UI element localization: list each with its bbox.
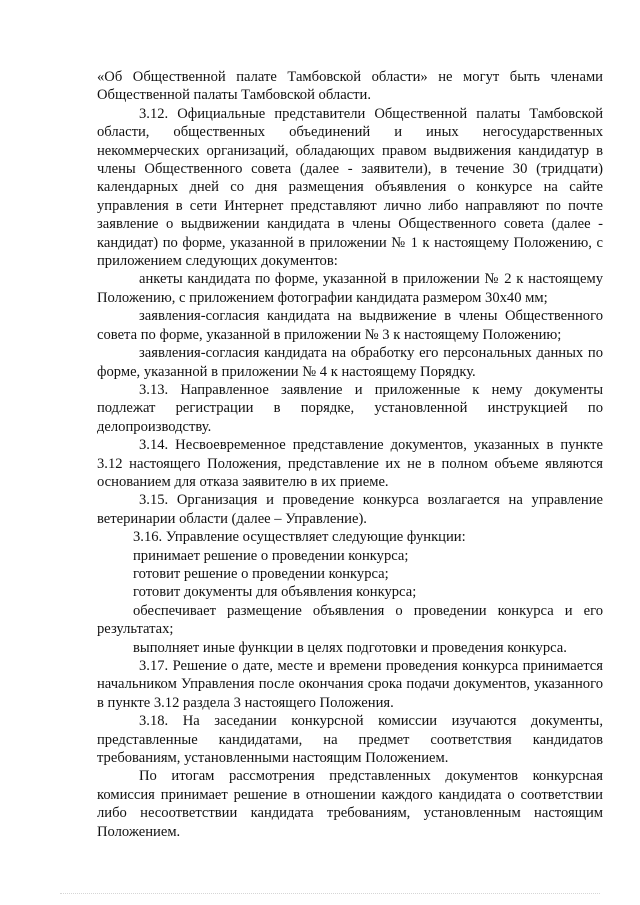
paragraph-3-14: 3.14. Несвоевременное представление документов, указанных в пункте 3.12 настоящего Положения, представление их не в полном объеме являются основанием для отказа заявителю в их приеме.: [97, 437, 603, 490]
paragraph-list-anketa: анкеты кандидата по форме, указанной в приложении № 2 к настоящему Положению, с приложением фотографии кандидата размером 30x40 мм;: [97, 271, 603, 306]
paragraph-list-consent-data: заявления-согласия кандидата на обработку его персональных данных по форме, указанной в приложении № 4 к настоящему Порядку.: [97, 345, 603, 380]
paragraph-function-4: обеспечивает размещение объявления о проведении конкурса и его результатах;: [97, 602, 603, 638]
paragraph-list-consent-nomination: заявления-согласия кандидата на выдвижение в члены Общественного совета по форме, указанной в приложении № 3 к настоящему Положению;: [97, 308, 603, 343]
paragraph-intro: «Об Общественной палате Тамбовской области» не могут быть членами Общественной палаты Тамбовской области.: [97, 69, 603, 104]
paragraph-function-3: готовит документы для объявления конкурса;: [133, 584, 417, 601]
paragraph-function-2: готовит решение о проведении конкурса;: [133, 565, 389, 582]
paragraph-conclusion: По итогам рассмотрения представленных документов конкурсная комиссия принимает решение в отношении каждого кандидата о соответствии либо несоответствии кандидата требованиям, установленным настоящим Положением.: [97, 768, 603, 840]
paragraph-3-16: 3.16. Управление осуществляет следующие функции:: [133, 529, 466, 546]
paragraph-3-17: 3.17. Решение о дате, месте и времени проведения конкурса принимается начальником Управления после окончания срока подачи документов, указанного в пункте 3.12 раздела 3 настоящего Положения.: [97, 658, 603, 711]
paragraph-3-15: 3.15. Организация и проведение конкурса возлагается на управление ветеринарии области (далее – Управление).: [97, 492, 603, 527]
paragraph-3-13: 3.13. Направленное заявление и приложенные к нему документы подлежат регистрации в порядке, установленной инструкцией по делопроизводству.: [97, 381, 603, 435]
paragraph-function-1: принимает решение о проведении конкурса;: [133, 547, 409, 564]
paragraph-3-12: 3.12. Официальные представители Общественной палаты Тамбовской области, общественных объединений и иных негосударственных некоммерческих организаций, обладающих правом выдвижения кандидатур в члены Общественного совета (далее - заявители), в течение 30 (тридцати) календарных дней со дня размещения объявления о конкурсе на сайте управления в сети Интернет представляют лично либо направляют по почте заявление о выдвижении кандидата в члены Общественного совета (далее - кандидат) по форме, указанной в приложении № 1 к настоящему Положению, с приложением следующих документов:: [97, 105, 603, 270]
paragraph-3-18: 3.18. На заседании конкурсной комиссии изучаются документы, представленные кандидатами, на предмет соответствия кандидатов требованиям, установленными настоящим Положением.: [97, 713, 603, 767]
paragraph-function-5: выполняет иные функции в целях подготовки и проведения конкурса.: [133, 639, 567, 656]
scan-footer-noise: [60, 893, 600, 898]
